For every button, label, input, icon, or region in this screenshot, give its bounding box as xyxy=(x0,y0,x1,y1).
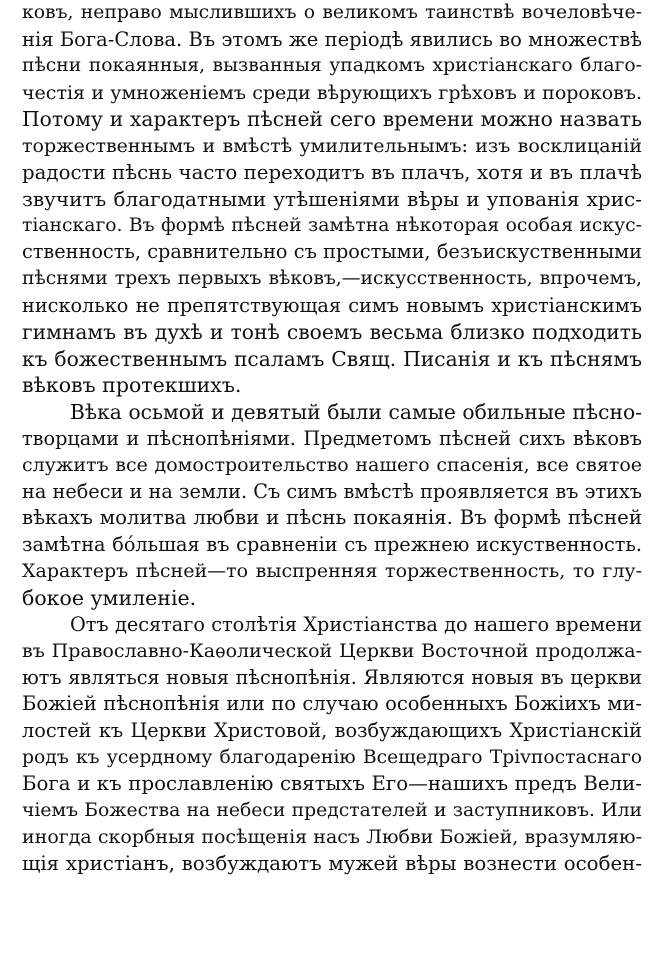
text-line: Вѣка осьмой и девятый были самые обильные пѣсно- xyxy=(70,399,642,424)
text-line: ковъ, неправо мыслившихъ о великомъ таинствѣ вочеловѣче- xyxy=(22,2,642,23)
text-line: чіемъ Божества на небеси предстателей и заступниковъ. Или xyxy=(22,799,642,821)
text-line: Бога и къ прославленію святыхъ Его—нашихъ предъ Вели- xyxy=(22,772,642,796)
text-line: тіанскаго. Въ формѣ пѣсней замѣтна нѣкоторая особая искус- xyxy=(22,214,642,236)
text-line: звучитъ благодатными утѣшеніями вѣры и упованія хрис- xyxy=(22,187,642,212)
text-line: Божіей пѣснопѣнія или по случаю особенныхъ Божіихъ ми- xyxy=(22,692,642,716)
text-line: Характеръ пѣсней—то выспренняя торжественность, то глу- xyxy=(22,560,642,583)
paragraph-1 xyxy=(22,0,642,399)
text-line: лостей къ Церкви Христовой, возбуждающихъ Христіанскій xyxy=(22,719,642,743)
text-line: гимнамъ въ духѣ и тонѣ своемъ весьма близко подходить xyxy=(22,320,642,345)
text-line: нія Бога-Слова. Въ этомъ же періодѣ явились во множествѣ xyxy=(22,27,642,51)
text-line: торжественнымъ и вмѣстѣ умилительнымъ: изъ восклицаній xyxy=(22,134,642,157)
text-line: вѣковъ протекшихъ. xyxy=(22,373,242,398)
paragraph-3 xyxy=(22,612,642,878)
text-line: вѣкахъ молитва любви и пѣснь покаянія. Въ формѣ пѣсней xyxy=(22,506,642,530)
text-line: замѣтна бóльшая въ сравненіи съ прежнею искуственность. xyxy=(22,532,642,556)
text-line: ютъ являться новыя пѣснопѣнія. Являются новыя въ церкви xyxy=(22,665,642,689)
text-line: въ Православно-Каѳолической Церкви Восточной продолжа- xyxy=(22,640,642,663)
text-line: иногда скорбныя посѣщенія насъ Любви Божіей, вразумляю- xyxy=(22,826,642,849)
document-page xyxy=(22,0,642,878)
text-line: бокое умиленіе. xyxy=(22,586,197,611)
text-line: на небеси и на земли. Съ симъ вмѣстѣ проявляется въ этихъ xyxy=(22,479,642,503)
text-line: нисколько не препятствующая симъ новымъ христіанскимъ xyxy=(22,293,642,317)
text-line: ственность, сравнительно съ простыми, безъискуственными xyxy=(22,240,642,264)
text-line: честія и умноженіемъ среди вѣрующихъ грѣховъ и пороковъ. xyxy=(22,81,642,104)
text-line: щія христіанъ, возбуждаютъ мужей вѣры вознести особен- xyxy=(22,852,642,875)
text-line: творцами и пѣснопѣніями. Предметомъ пѣсней сихъ вѣковъ xyxy=(22,426,642,450)
text-line: Потому и характеръ пѣсней сего времени можно назвать xyxy=(22,107,642,132)
text-line: пѣснями трехъ первыхъ вѣковъ,—искусственность, впрочемъ, xyxy=(22,267,642,289)
paragraph-2 xyxy=(22,399,642,612)
text-line: пѣсни покаянныя, вызванныя упадкомъ христіанскаго благо- xyxy=(22,55,642,77)
text-line: родъ къ усердному благодаренію Всещедраго Тріvпостаснаго xyxy=(22,746,642,768)
text-line: служитъ все домостроительство нашего спасенія, все святое xyxy=(22,454,642,477)
text-line: радости пѣснь часто переходитъ въ плачъ, хотя и въ плачѣ xyxy=(22,160,642,184)
text-line: къ божественнымъ псаламъ Свящ. Писанія и къ пѣснямъ xyxy=(22,346,642,371)
text-line: Отъ десятаго столѣтія Христіанства до нашего времени xyxy=(70,612,642,636)
